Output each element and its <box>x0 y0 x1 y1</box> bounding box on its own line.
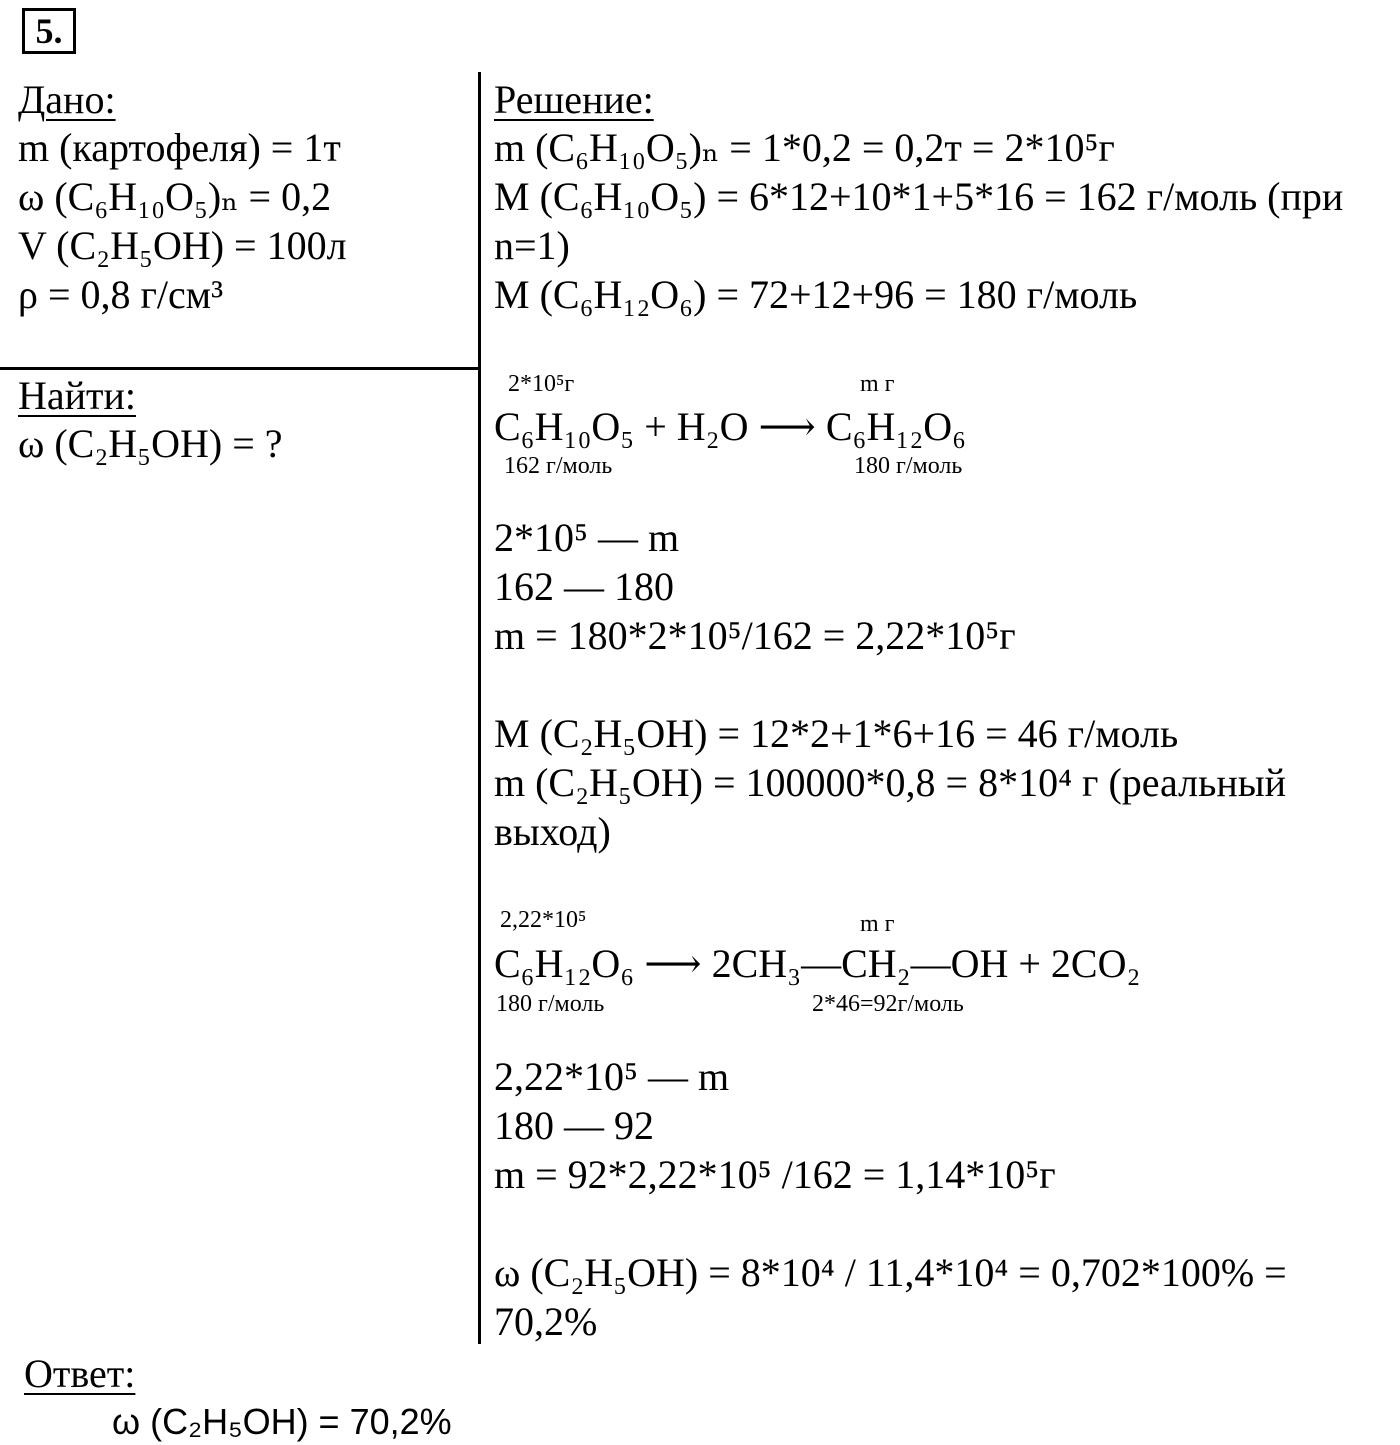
problem-number: 5. <box>22 8 76 54</box>
solution-heading: Решение: <box>494 77 654 122</box>
vertical-divider <box>478 72 481 1344</box>
reaction1-below-right: 180 г/моль <box>854 453 963 479</box>
given-line: ρ = 0,8 г/см³ <box>18 272 224 317</box>
answer-heading: Ответ: <box>24 1351 136 1396</box>
given-line: V (C₂H₅OH) = 100л <box>18 223 347 268</box>
proportion1-line: 2*10⁵ — m <box>494 515 680 560</box>
given-heading: Дано: <box>18 77 116 122</box>
reaction1-above-left: 2*10⁵г <box>508 371 575 397</box>
reaction1-above-right: m г <box>860 371 895 397</box>
solution-line: m (C₆H₁₀O₅)ₙ = 1*0,2 = 0,2т = 2*10⁵г <box>494 125 1115 170</box>
result-line: ω (C₂H₅OH) = 8*10⁴ / 11,4*10⁴ = 0,702*100% = <box>494 1250 1287 1295</box>
solution-line: n=1) <box>494 223 570 268</box>
result-line: 70,2% <box>494 1299 598 1344</box>
reaction2-equation: C₆H₁₂O₆ ⟶ 2CH₃—CH₂—OH + 2CO₂ <box>494 941 1141 986</box>
solution-line: M (C₆H₁₀O₅) = 6*12+10*1+5*16 = 162 г/моль (при <box>494 174 1344 219</box>
ethanol-line: M (C₂H₅OH) = 12*2+1*6+16 = 46 г/моль <box>494 711 1179 756</box>
given-line: ω (C₆H₁₀O₅)ₙ = 0,2 <box>18 174 332 219</box>
ethanol-line: выход) <box>494 809 611 854</box>
find-line: ω (C₂H₅OH) = ? <box>18 421 283 466</box>
proportion2-line: m = 92*2,22*10⁵ /162 = 1,14*10⁵г <box>494 1152 1056 1197</box>
given-line: m (картофеля) = 1т <box>18 125 341 170</box>
solution-line: M (C₆H₁₂O₆) = 72+12+96 = 180 г/моль <box>494 272 1138 317</box>
reaction2-below-left: 180 г/моль <box>496 991 605 1017</box>
proportion2-line: 180 — 92 <box>494 1103 654 1148</box>
ethanol-line: m (C₂H₅OH) = 100000*0,8 = 8*10⁴ г (реальный <box>494 760 1287 805</box>
proportion1-line: 162 — 180 <box>494 564 674 609</box>
horizontal-divider <box>0 367 480 370</box>
find-heading: Найти: <box>18 373 137 418</box>
reaction2-above-right: m г <box>860 911 895 937</box>
answer-value: ω (C₂H₅OH) = 70,2% <box>112 1401 452 1442</box>
reaction1-below-left: 162 г/моль <box>504 453 613 479</box>
reaction1-equation: C₆H₁₀O₅ + H₂O ⟶ C₆H₁₂O₆ <box>494 404 967 449</box>
reaction2-below-right: 2*46=92г/моль <box>812 991 964 1017</box>
proportion1-line: m = 180*2*10⁵/162 = 2,22*10⁵г <box>494 613 1016 658</box>
reaction2-above-left: 2,22*10⁵ <box>500 907 587 933</box>
proportion2-line: 2,22*10⁵ — m <box>494 1054 730 1099</box>
